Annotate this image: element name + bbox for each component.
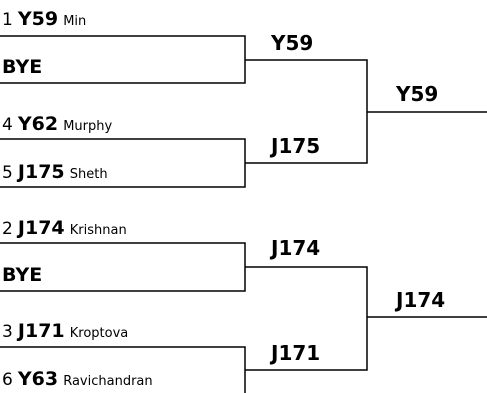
round2-winner: J171 [271,341,321,365]
entrant-ravichandran [2,370,153,389]
team-name: Ravichandran [63,374,153,389]
seed-number: 2 [2,219,13,239]
round2-winner: Y59 [271,31,314,55]
team-name: Kroptova [69,326,129,341]
team-code: J175 [17,161,65,183]
team-code: J174 [17,217,65,239]
team-name: Krishnan [69,223,127,238]
seed-number: 5 [2,163,13,183]
bye-slot: BYE [2,264,43,286]
team-code: J171 [17,320,65,342]
team-name: Murphy [63,119,113,134]
seed-number: 6 [2,370,13,390]
seed-number: 3 [2,322,13,342]
bye-slot: BYE [2,56,43,78]
round2-winner: J175 [271,134,321,158]
round2-winner: J174 [271,236,321,260]
final-winner: J174 [396,288,446,312]
seed-number: 1 [2,10,13,30]
team-code: Y63 [17,368,59,390]
seed-number: 4 [2,115,13,135]
team-code: Y59 [17,8,59,30]
entrant-kroptova [2,322,128,341]
team-name: Min [63,14,87,29]
team-name: Sheth [69,167,108,182]
entrant-krishnan [2,219,127,238]
entrant-min [2,10,86,29]
team-code: Y62 [17,113,59,135]
entrant-murphy [2,115,112,134]
final-winner: Y59 [396,82,439,106]
entrant-sheth [2,163,108,182]
